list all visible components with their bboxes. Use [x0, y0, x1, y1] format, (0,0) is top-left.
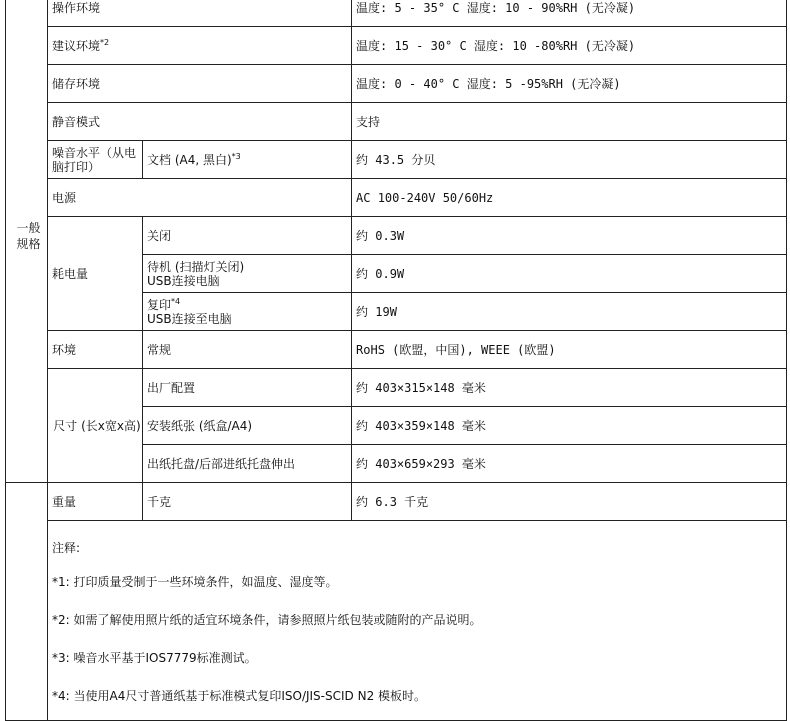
sub-text-2: USB连接至电脑 — [147, 311, 232, 326]
sub-consumption-standby — [143, 255, 352, 293]
value-operating-env: 温度: 5 - 35° C 湿度: 10 - 90%RH (无冷凝) — [352, 0, 787, 27]
sub-text-2: USB连接电脑 — [147, 273, 220, 288]
value-dimensions-factory: 约 403×315×148 毫米 — [352, 369, 787, 407]
label-quiet-mode: 静音模式 — [48, 103, 352, 141]
value-consumption-standby: 约 0.9W — [352, 255, 787, 293]
sub-environment: 常规 — [143, 331, 352, 369]
table-row — [6, 0, 787, 27]
table-row — [6, 65, 787, 103]
footnote-ref: *2 — [100, 37, 110, 47]
sub-weight: 千克 — [143, 483, 352, 521]
label-storage-env: 储存环境 — [48, 65, 352, 103]
label-power: 电源 — [48, 179, 352, 217]
sub-consumption-off: 关闭 — [143, 217, 352, 255]
value-dimensions-extended: 约 403×659×293 毫米 — [352, 445, 787, 483]
label-dimensions: 尺寸 (长x宽x高) — [48, 369, 143, 483]
sub-dimensions-factory: 出厂配置 — [143, 369, 352, 407]
sub-text: 文档 (A4, 黑白) — [147, 152, 232, 167]
footnote-ref: *4 — [171, 296, 181, 306]
table-row — [6, 331, 787, 369]
sub-text: 待机 (扫描灯关闭) — [147, 259, 245, 274]
note-item: *2: 如需了解使用照片纸的适宜环境条件，请参照照片纸包装或随附的产品说明。 — [52, 612, 482, 627]
value-consumption-copy: 约 19W — [352, 293, 787, 331]
sub-consumption-copy — [143, 293, 352, 331]
value-storage-env: 温度: 0 - 40° C 湿度: 5 -95%RH (无冷凝) — [352, 65, 787, 103]
sub-dimensions-extended: 出纸托盘/后部进纸托盘伸出 — [143, 445, 352, 483]
table-row — [6, 141, 787, 179]
label-recommended-env — [48, 27, 352, 65]
value-recommended-env: 温度: 15 - 30° C 湿度: 10 -80%RH (无冷凝) — [352, 27, 787, 65]
value-power: AC 100-240V 50/60Hz — [352, 179, 787, 217]
table-row — [6, 369, 787, 407]
value-consumption-off: 约 0.3W — [352, 217, 787, 255]
label-consumption: 耗电量 — [48, 217, 143, 331]
table-row — [6, 521, 787, 721]
sub-noise — [143, 141, 352, 179]
sub-text: 复印 — [147, 297, 172, 312]
value-dimensions-paper: 约 403×359×148 毫米 — [352, 407, 787, 445]
category-cell: 一般 规格 — [6, 0, 48, 483]
spacer-cell — [6, 521, 48, 721]
value-environment: RoHS (欧盟，中国), WEEE (欧盟) — [352, 331, 787, 369]
notes-title: 注释: — [52, 540, 81, 555]
spec-table — [5, 0, 787, 721]
note-item: *4: 当使用A4尺寸普通纸基于标准模式复印ISO/JIS-SCID N2 模板时。 — [52, 688, 427, 703]
value-quiet-mode: 支持 — [352, 103, 787, 141]
table-row — [6, 217, 787, 255]
label-environment: 环境 — [48, 331, 143, 369]
notes-cell — [48, 521, 787, 721]
table-row — [6, 483, 787, 521]
label-noise: 噪音水平（从电脑打印） — [48, 141, 143, 179]
table-row — [6, 179, 787, 217]
spacer-cell — [6, 483, 48, 521]
label-weight: 重量 — [48, 483, 143, 521]
note-item: *1: 打印质量受制于一些环境条件，如温度、湿度等。 — [52, 574, 338, 589]
table-row — [6, 103, 787, 141]
footnote-ref: *3 — [231, 151, 241, 161]
label-text: 建议环境 — [52, 38, 101, 53]
label-operating-env: 操作环境 — [48, 0, 352, 27]
table-row — [6, 27, 787, 65]
sub-dimensions-paper: 安装纸张 (纸盒/A4) — [143, 407, 352, 445]
note-item: *3: 噪音水平基于IOS7779标准测试。 — [52, 650, 257, 665]
value-noise: 约 43.5 分贝 — [352, 141, 787, 179]
value-weight: 约 6.3 千克 — [352, 483, 787, 521]
